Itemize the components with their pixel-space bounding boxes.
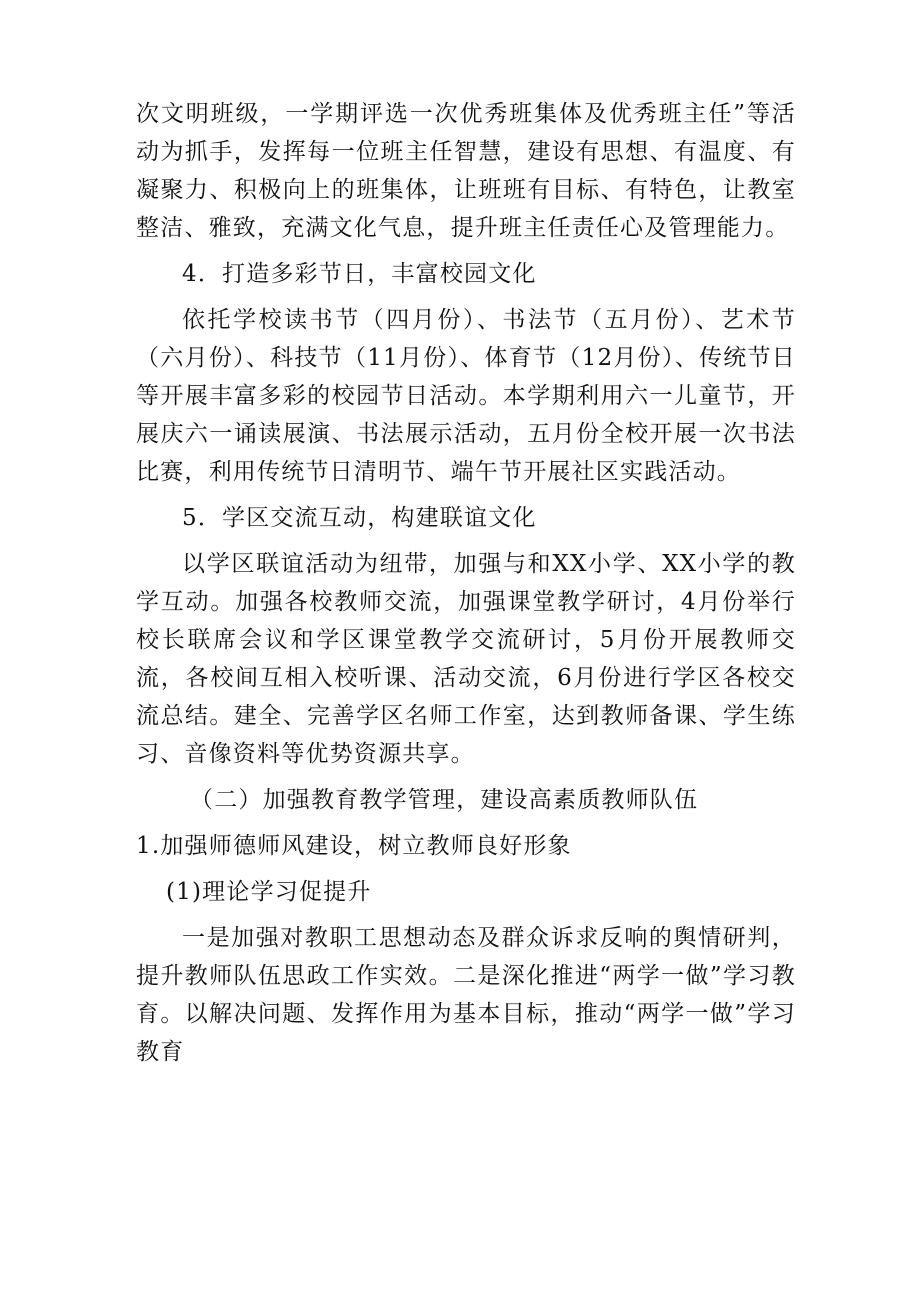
heading-teaching-management: （二）加强教育教学管理，建设高素质教师队伍 (190, 787, 699, 813)
heading-theory-study: (1)理论学习促提升 (166, 879, 372, 905)
document-body (136, 95, 796, 1079)
paragraph-class-management: 次文明班级，一学期评选一次优秀班集体及优秀班主任”等活动为抓手，发挥每一位班主任智慧，建设有思想、有温度、有凝聚力、积极向上的班集体，让班班有目标、有特色，让教室整洁、雅致，充满文化气息，提升班主任责任心及管理能力。 (136, 101, 796, 241)
paragraph-theory-study: 一是加强对教职工思想动态及群众诉求反响的舆情研判，提升教师队伍思政工作实效。二是深化推进“两学一做”学习教育。以解决问题、发挥作用为基本目标，推动“两学一做”学习教育 (136, 925, 796, 1065)
paragraph-festivals: 依托学校读书节（四月份）、书法节（五月份）、艺术节（六月份）、科技节（11月份）、体育节（12月份）、传统节日等开展丰富多彩的校园节日活动。本学期利用六一儿童节，开展庆六一诵读展演、书法展示活动，五月份全校开展一次书法比赛，利用传统节日清明节、端午节开展社区实践活动。 (136, 307, 796, 485)
heading-teacher-ethics: 1.加强师德师风建设，树立教师良好形象 (136, 833, 572, 859)
paragraph-district-exchange: 以学区联谊活动为纽带，加强与和XX小学、XX小学的教学互动。加强各校教师交流，加强课堂教学研讨，4月份举行校长联席会议和学区课堂教学交流研讨，5月份开展教师交流，各校间互相入校听课、活动交流，6月份进行学区各校交流总结。建全、完善学区名师工作室，达到教师备课、学生练习、音像资料等优势资源共享。 (136, 551, 796, 767)
heading-district-exchange: 5．学区交流互动，构建联谊文化 (182, 505, 537, 531)
heading-festivals: 4．打造多彩节日，丰富校园文化 (182, 261, 537, 287)
